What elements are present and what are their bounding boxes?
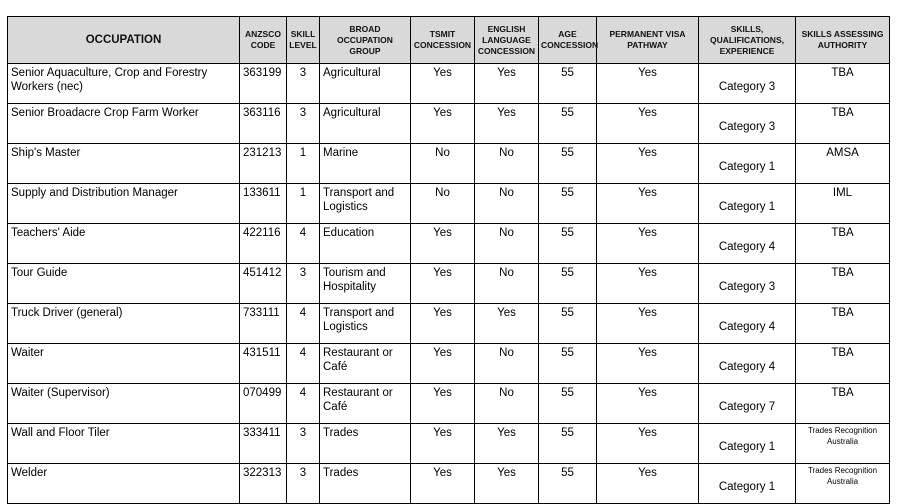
cell-occupation: Wall and Floor Tiler	[8, 424, 240, 464]
cell-english: No	[475, 224, 539, 264]
table-row	[8, 264, 890, 304]
cell-code: 431511	[240, 344, 287, 384]
col-header-group: BROAD OCCUPATION GROUP	[320, 17, 411, 64]
cell-code: 363199	[240, 64, 287, 104]
cell-occupation: Supply and Distribution Manager	[8, 184, 240, 224]
cell-pathway: Yes	[597, 104, 699, 144]
cell-code: 422116	[240, 224, 287, 264]
cell-occupation: Senior Broadacre Crop Farm Worker	[8, 104, 240, 144]
cell-group: Transport and Logistics	[320, 184, 411, 224]
cell-pathway: Yes	[597, 304, 699, 344]
col-header-authority: SKILLS ASSESSING AUTHORITY	[796, 17, 890, 64]
table-row	[8, 424, 890, 464]
cell-group: Trades	[320, 464, 411, 504]
cell-level: 1	[287, 184, 320, 224]
cell-level: 4	[287, 304, 320, 344]
cell-code: 133611	[240, 184, 287, 224]
cell-skills: Category 7	[699, 384, 796, 424]
header-row	[8, 17, 890, 64]
cell-age: 55	[539, 464, 597, 504]
cell-tsmit: No	[411, 184, 475, 224]
col-header-pathway: PERMANENT VISA PATHWAY	[597, 17, 699, 64]
cell-level: 3	[287, 464, 320, 504]
cell-level: 3	[287, 264, 320, 304]
cell-skills: Category 3	[699, 64, 796, 104]
cell-english: No	[475, 344, 539, 384]
cell-level: 1	[287, 144, 320, 184]
cell-age: 55	[539, 144, 597, 184]
col-header-occupation: OCCUPATION	[8, 17, 240, 64]
cell-english: Yes	[475, 304, 539, 344]
cell-skills: Category 3	[699, 104, 796, 144]
cell-pathway: Yes	[597, 424, 699, 464]
cell-group: Restaurant or Café	[320, 344, 411, 384]
cell-occupation: Waiter	[8, 344, 240, 384]
table-row	[8, 64, 890, 104]
cell-group: Marine	[320, 144, 411, 184]
cell-skills: Category 4	[699, 344, 796, 384]
cell-tsmit: Yes	[411, 464, 475, 504]
cell-level: 4	[287, 344, 320, 384]
cell-pathway: Yes	[597, 184, 699, 224]
cell-level: 3	[287, 424, 320, 464]
table-body	[8, 64, 890, 504]
col-header-code: ANZSCO CODE	[240, 17, 287, 64]
cell-group: Trades	[320, 424, 411, 464]
table-row	[8, 144, 890, 184]
table-row	[8, 184, 890, 224]
cell-group: Agricultural	[320, 104, 411, 144]
cell-age: 55	[539, 264, 597, 304]
cell-occupation: Senior Aquaculture, Crop and Forestry Workers (nec)	[8, 64, 240, 104]
cell-code: 322313	[240, 464, 287, 504]
cell-age: 55	[539, 304, 597, 344]
cell-authority: TBA	[796, 304, 890, 344]
occupation-table	[7, 16, 890, 504]
table-row	[8, 304, 890, 344]
cell-pathway: Yes	[597, 264, 699, 304]
cell-age: 55	[539, 104, 597, 144]
cell-group: Agricultural	[320, 64, 411, 104]
cell-age: 55	[539, 344, 597, 384]
cell-pathway: Yes	[597, 384, 699, 424]
col-header-age: AGE CONCESSION	[539, 17, 597, 64]
cell-pathway: Yes	[597, 144, 699, 184]
cell-authority: TBA	[796, 104, 890, 144]
cell-tsmit: Yes	[411, 304, 475, 344]
cell-occupation: Waiter (Supervisor)	[8, 384, 240, 424]
cell-skills: Category 4	[699, 224, 796, 264]
cell-tsmit: Yes	[411, 424, 475, 464]
cell-english: Yes	[475, 64, 539, 104]
cell-tsmit: Yes	[411, 104, 475, 144]
cell-occupation: Ship's Master	[8, 144, 240, 184]
cell-tsmit: Yes	[411, 264, 475, 304]
table-row	[8, 224, 890, 264]
cell-tsmit: Yes	[411, 344, 475, 384]
cell-authority: Trades Recognition Australia	[796, 424, 890, 464]
cell-group: Restaurant or Café	[320, 384, 411, 424]
cell-authority: TBA	[796, 344, 890, 384]
cell-authority: IML	[796, 184, 890, 224]
cell-tsmit: No	[411, 144, 475, 184]
cell-pathway: Yes	[597, 224, 699, 264]
cell-level: 4	[287, 384, 320, 424]
cell-age: 55	[539, 224, 597, 264]
cell-authority: TBA	[796, 264, 890, 304]
cell-english: Yes	[475, 104, 539, 144]
cell-tsmit: Yes	[411, 224, 475, 264]
cell-occupation: Welder	[8, 464, 240, 504]
cell-pathway: Yes	[597, 344, 699, 384]
table-row	[8, 344, 890, 384]
cell-group: Transport and Logistics	[320, 304, 411, 344]
col-header-level: SKILL LEVEL	[287, 17, 320, 64]
cell-english: No	[475, 184, 539, 224]
cell-code: 333411	[240, 424, 287, 464]
cell-authority: TBA	[796, 384, 890, 424]
cell-age: 55	[539, 424, 597, 464]
cell-level: 3	[287, 104, 320, 144]
cell-tsmit: Yes	[411, 64, 475, 104]
cell-skills: Category 1	[699, 144, 796, 184]
cell-occupation: Teachers' Aide	[8, 224, 240, 264]
cell-group: Education	[320, 224, 411, 264]
cell-authority: Trades Recognition Australia	[796, 464, 890, 504]
cell-age: 55	[539, 384, 597, 424]
cell-authority: TBA	[796, 64, 890, 104]
cell-skills: Category 4	[699, 304, 796, 344]
cell-english: Yes	[475, 464, 539, 504]
cell-pathway: Yes	[597, 64, 699, 104]
cell-code: 070499	[240, 384, 287, 424]
cell-group: Tourism and Hospitality	[320, 264, 411, 304]
cell-code: 451412	[240, 264, 287, 304]
cell-skills: Category 1	[699, 424, 796, 464]
col-header-tsmit: TSMIT CONCESSION	[411, 17, 475, 64]
cell-tsmit: Yes	[411, 384, 475, 424]
cell-code: 733111	[240, 304, 287, 344]
cell-english: Yes	[475, 424, 539, 464]
cell-pathway: Yes	[597, 464, 699, 504]
cell-age: 55	[539, 184, 597, 224]
cell-authority: TBA	[796, 224, 890, 264]
cell-level: 3	[287, 64, 320, 104]
cell-english: No	[475, 264, 539, 304]
cell-skills: Category 3	[699, 264, 796, 304]
cell-age: 55	[539, 64, 597, 104]
cell-level: 4	[287, 224, 320, 264]
table-row	[8, 384, 890, 424]
cell-skills: Category 1	[699, 184, 796, 224]
col-header-english: ENGLISH LANGUAGE CONCESSION	[475, 17, 539, 64]
cell-occupation: Truck Driver (general)	[8, 304, 240, 344]
table-row	[8, 464, 890, 504]
cell-authority: AMSA	[796, 144, 890, 184]
cell-skills: Category 1	[699, 464, 796, 504]
cell-code: 231213	[240, 144, 287, 184]
cell-occupation: Tour Guide	[8, 264, 240, 304]
cell-code: 363116	[240, 104, 287, 144]
col-header-skills: SKILLS, QUALIFICATIONS, EXPERIENCE	[699, 17, 796, 64]
cell-english: No	[475, 384, 539, 424]
cell-english: No	[475, 144, 539, 184]
table-row	[8, 104, 890, 144]
